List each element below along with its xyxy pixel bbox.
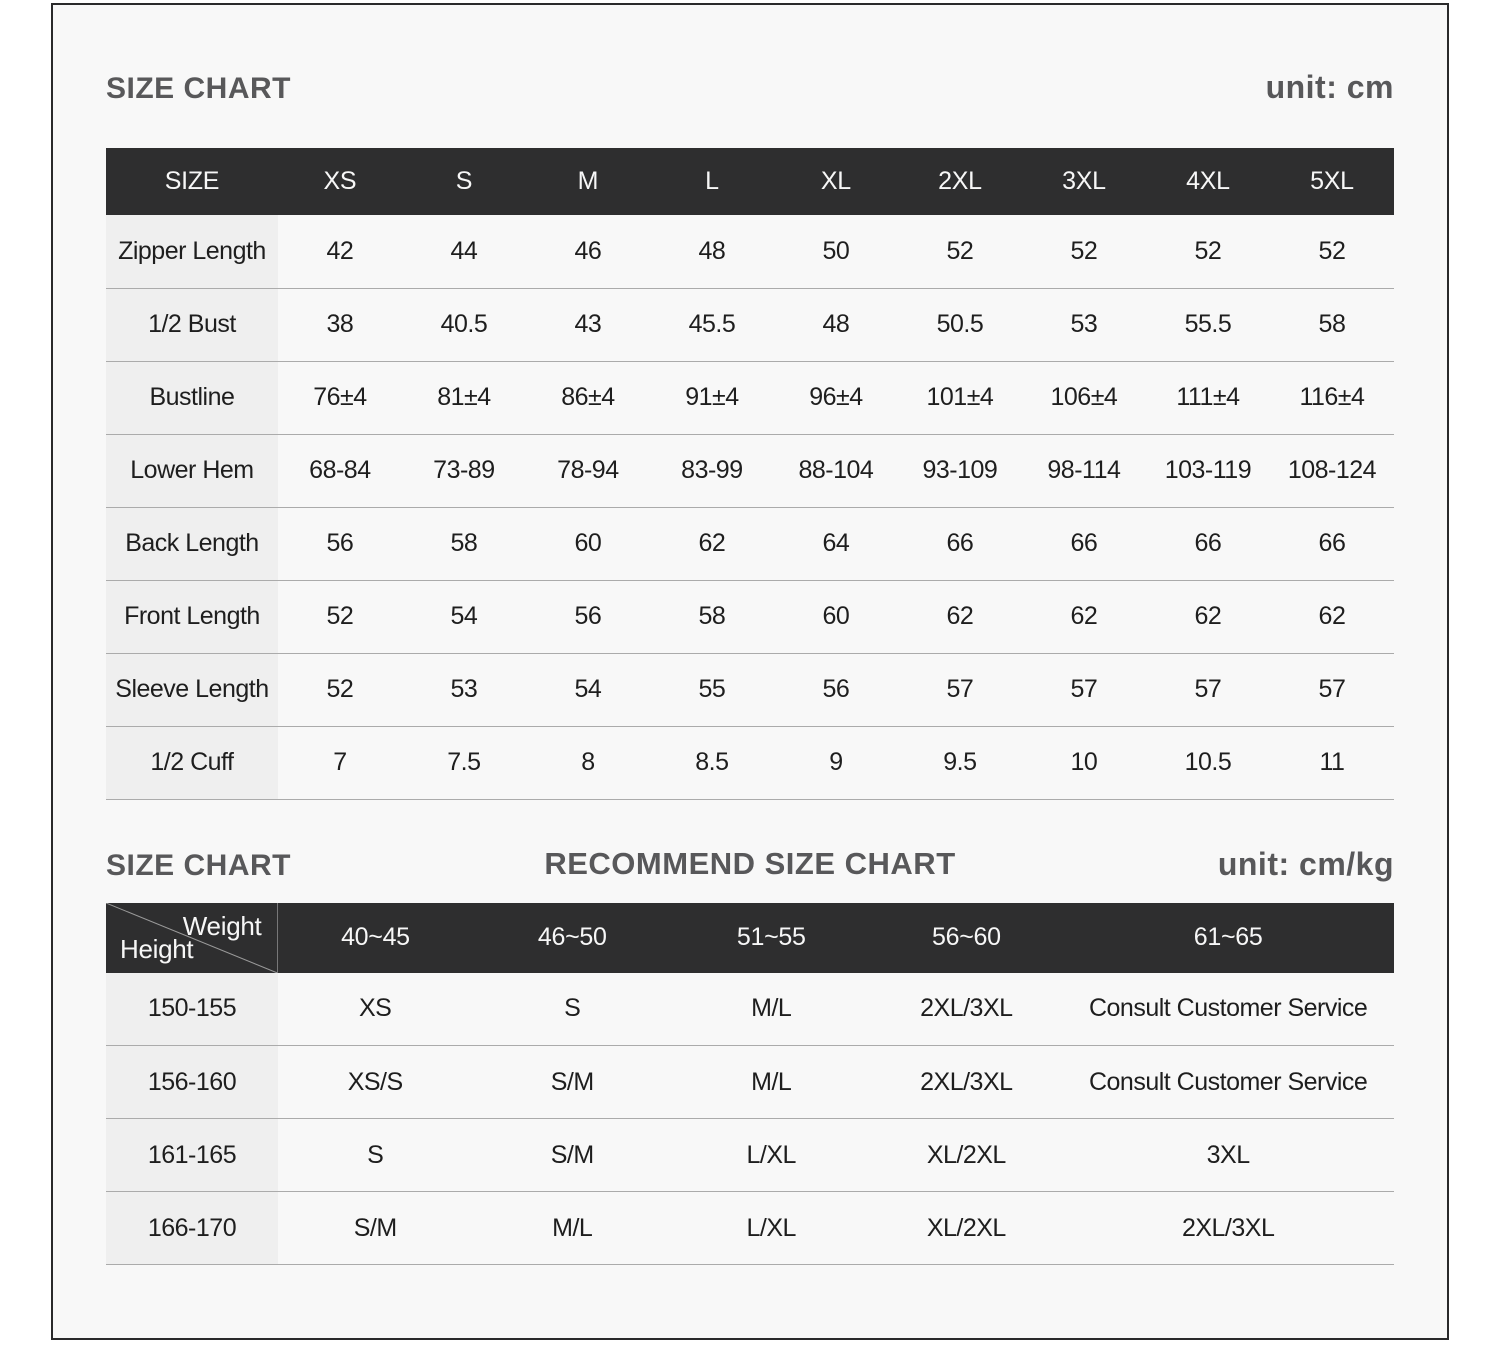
cell: 57	[1146, 653, 1270, 726]
cell: 8	[526, 726, 650, 799]
cell: 91±4	[650, 361, 774, 434]
size-column-header: SIZE	[106, 148, 278, 215]
size-header-xs: XS	[278, 148, 402, 215]
cell: 38	[278, 288, 402, 361]
size-header-5xl: 5XL	[1270, 148, 1394, 215]
section2-title-row	[106, 846, 1394, 883]
cell: XS	[278, 973, 472, 1046]
size-header-l: L	[650, 148, 774, 215]
cell: 9.5	[898, 726, 1022, 799]
cell: 62	[898, 580, 1022, 653]
cell: M/L	[672, 1046, 870, 1119]
weight-header-51-55: 51~55	[672, 903, 870, 973]
cell: XL/2XL	[870, 1192, 1062, 1265]
table-row-back-length	[106, 507, 1394, 580]
row-label: Lower Hem	[106, 434, 278, 507]
cell: 2XL/3XL	[1062, 1192, 1394, 1265]
weight-header-56-60: 56~60	[870, 903, 1062, 973]
cell: 52	[278, 653, 402, 726]
row-label: 1/2 Bust	[106, 288, 278, 361]
cell: 55	[650, 653, 774, 726]
cell: 56	[278, 507, 402, 580]
row-label: Sleeve Length	[106, 653, 278, 726]
measurement-size-table	[106, 148, 1394, 800]
recommend-table-header-row	[106, 903, 1394, 973]
cell: 83-99	[650, 434, 774, 507]
table-row-lower-hem	[106, 434, 1394, 507]
table-row-height-150-155	[106, 973, 1394, 1046]
cell: 108-124	[1270, 434, 1394, 507]
size-header-4xl: 4XL	[1146, 148, 1270, 215]
weight-height-corner-cell	[106, 903, 278, 973]
cell: 96±4	[774, 361, 898, 434]
table-row-zipper-length	[106, 215, 1394, 288]
row-label: Front Length	[106, 580, 278, 653]
cell: 52	[1270, 215, 1394, 288]
table-row-sleeve-length	[106, 653, 1394, 726]
cell: 44	[402, 215, 526, 288]
cell: 62	[650, 507, 774, 580]
weight-header-46-50: 46~50	[472, 903, 672, 973]
cell: M/L	[472, 1192, 672, 1265]
cell: 53	[1022, 288, 1146, 361]
size-header-s: S	[402, 148, 526, 215]
table-row-bustline	[106, 361, 1394, 434]
cell: 78-94	[526, 434, 650, 507]
cell: 64	[774, 507, 898, 580]
cell: 48	[774, 288, 898, 361]
cell: 103-119	[1146, 434, 1270, 507]
cell: 9	[774, 726, 898, 799]
cell: 52	[1022, 215, 1146, 288]
cell: 8.5	[650, 726, 774, 799]
row-label: 166-170	[106, 1192, 278, 1265]
cell: L/XL	[672, 1119, 870, 1192]
size-chart-panel	[51, 3, 1449, 1340]
cell: S	[278, 1119, 472, 1192]
cell: 56	[774, 653, 898, 726]
cell: 81±4	[402, 361, 526, 434]
cell: 10.5	[1146, 726, 1270, 799]
cell: 60	[774, 580, 898, 653]
cell: 54	[526, 653, 650, 726]
table-row-front-length	[106, 580, 1394, 653]
cell: 93-109	[898, 434, 1022, 507]
row-label: Bustline	[106, 361, 278, 434]
cell: 43	[526, 288, 650, 361]
cell: 60	[526, 507, 650, 580]
section1-unit-label: unit: cm	[1265, 69, 1394, 105]
recommend-size-table	[106, 903, 1394, 1266]
cell: 10	[1022, 726, 1146, 799]
cell: 66	[898, 507, 1022, 580]
cell: 50	[774, 215, 898, 288]
cell: S/M	[278, 1192, 472, 1265]
cell: 52	[1146, 215, 1270, 288]
cell: 2XL/3XL	[870, 973, 1062, 1046]
cell: 2XL/3XL	[870, 1046, 1062, 1119]
row-label: 161-165	[106, 1119, 278, 1192]
size-header-3xl: 3XL	[1022, 148, 1146, 215]
cell: 7	[278, 726, 402, 799]
cell: 58	[650, 580, 774, 653]
size-header-2xl: 2XL	[898, 148, 1022, 215]
cell: 40.5	[402, 288, 526, 361]
cell: S/M	[472, 1046, 672, 1119]
cell: S/M	[472, 1119, 672, 1192]
table-row-height-166-170	[106, 1192, 1394, 1265]
cell: 57	[1270, 653, 1394, 726]
row-label: Zipper Length	[106, 215, 278, 288]
cell: 66	[1270, 507, 1394, 580]
cell: 48	[650, 215, 774, 288]
cell: 52	[278, 580, 402, 653]
cell: 57	[898, 653, 1022, 726]
size-table-header-row	[106, 148, 1394, 215]
row-label: 156-160	[106, 1046, 278, 1119]
cell: M/L	[672, 973, 870, 1046]
row-label: 1/2 Cuff	[106, 726, 278, 799]
table-row-height-156-160	[106, 1046, 1394, 1119]
table-row-height-161-165	[106, 1119, 1394, 1192]
cell: L/XL	[672, 1192, 870, 1265]
cell: 53	[402, 653, 526, 726]
cell: 58	[1270, 288, 1394, 361]
cell: 46	[526, 215, 650, 288]
cell: 7.5	[402, 726, 526, 799]
cell: 86±4	[526, 361, 650, 434]
corner-height-label: Height	[120, 933, 194, 964]
table-row-half-cuff	[106, 726, 1394, 799]
cell: 45.5	[650, 288, 774, 361]
cell: 57	[1022, 653, 1146, 726]
row-label: 150-155	[106, 973, 278, 1046]
cell: 62	[1146, 580, 1270, 653]
section2-title: SIZE CHART	[106, 848, 291, 882]
cell: XL/2XL	[870, 1119, 1062, 1192]
cell: 55.5	[1146, 288, 1270, 361]
corner-weight-label: Weight	[182, 910, 262, 941]
section1-title: SIZE CHART	[106, 72, 291, 105]
cell: 88-104	[774, 434, 898, 507]
cell: 101±4	[898, 361, 1022, 434]
cell: Consult Customer Service	[1062, 1046, 1394, 1119]
size-header-m: M	[526, 148, 650, 215]
weight-header-61-65: 61~65	[1062, 903, 1394, 973]
size-header-xl: XL	[774, 148, 898, 215]
cell: 98-114	[1022, 434, 1146, 507]
section2-unit-label: unit: cm/kg	[1217, 845, 1394, 882]
cell: 52	[898, 215, 1022, 288]
cell: 68-84	[278, 434, 402, 507]
cell: Consult Customer Service	[1062, 973, 1394, 1046]
table-row-half-bust	[106, 288, 1394, 361]
cell: 58	[402, 507, 526, 580]
cell: 66	[1146, 507, 1270, 580]
section2-subtitle: RECOMMEND SIZE CHART	[544, 845, 956, 881]
cell: 42	[278, 215, 402, 288]
cell: 54	[402, 580, 526, 653]
cell: 66	[1022, 507, 1146, 580]
cell: 111±4	[1146, 361, 1270, 434]
cell: S	[472, 973, 672, 1046]
cell: 56	[526, 580, 650, 653]
cell: 11	[1270, 726, 1394, 799]
cell: 106±4	[1022, 361, 1146, 434]
cell: XS/S	[278, 1046, 472, 1119]
cell: 62	[1270, 580, 1394, 653]
weight-header-40-45: 40~45	[278, 903, 472, 973]
cell: 73-89	[402, 434, 526, 507]
row-label: Back Length	[106, 507, 278, 580]
cell: 76±4	[278, 361, 402, 434]
section1-title-row	[106, 69, 1394, 106]
cell: 116±4	[1270, 361, 1394, 434]
cell: 3XL	[1062, 1119, 1394, 1192]
cell: 50.5	[898, 288, 1022, 361]
cell: 62	[1022, 580, 1146, 653]
